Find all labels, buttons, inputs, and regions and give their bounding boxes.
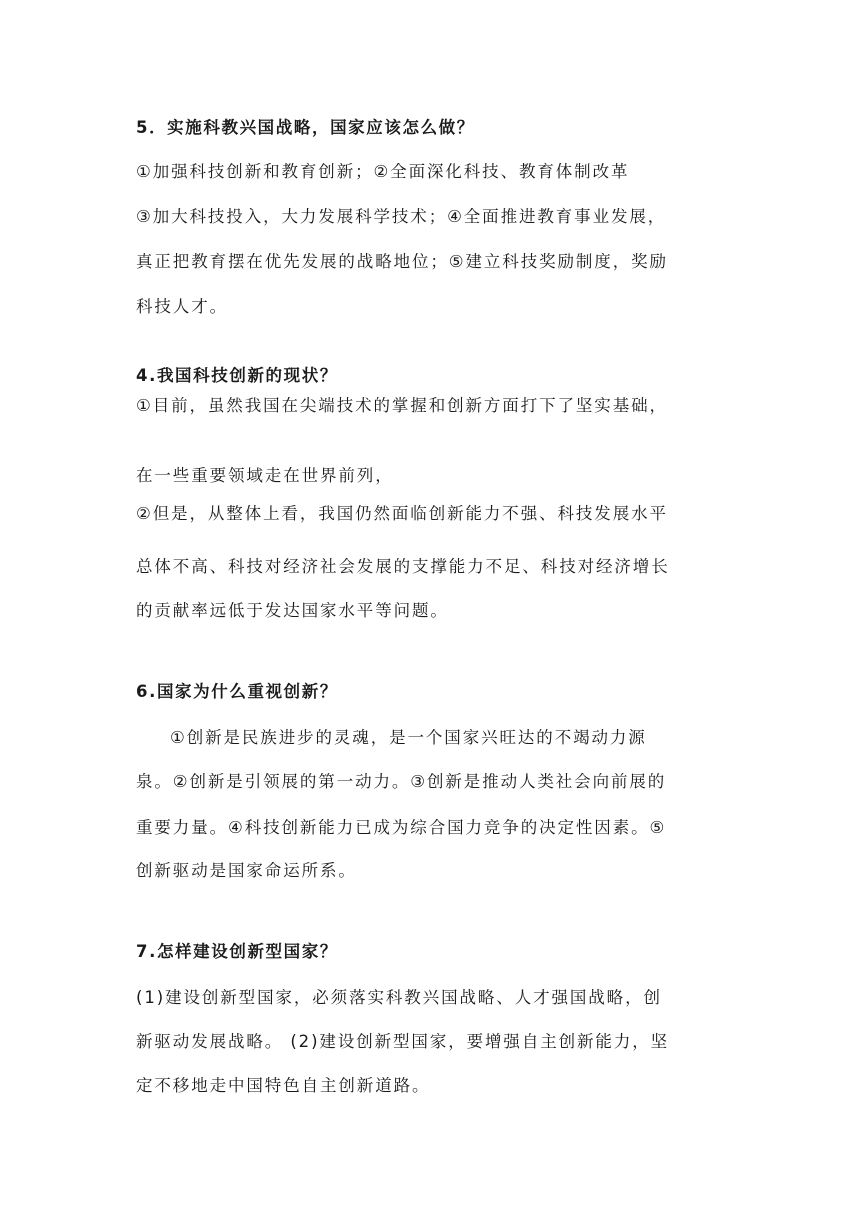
paragraph-line: 的贡献率远低于发达国家水平等问题。 [136, 601, 449, 620]
paragraph-line: ①目前，虽然我国在尖端技术的掌握和创新方面打下了坚实基础， [136, 396, 668, 415]
paragraph-line: 创新驱动是国家命运所系。 [136, 861, 357, 880]
section-heading: 7.怎样建设创新型国家？ [136, 942, 338, 961]
paragraph-line: 科技人才。 [136, 297, 228, 316]
paragraph-line: 在一些重要领域走在世界前列， [136, 466, 394, 485]
paragraph-line: 重要力量。④科技创新能力已成为综合国力竞争的决定性因素。⑤ [136, 818, 667, 837]
paragraph-line: ①创新是民族进步的灵魂，是一个国家兴旺达的不竭动力源 [170, 728, 647, 747]
section-heading: 4.我国科技创新的现状？ [136, 366, 338, 385]
section-4-innovation-status [136, 365, 726, 625]
paragraph-line: 新驱动发展战略。 (2)建设创新型国家，要增强自主创新能力，坚 [136, 1032, 670, 1051]
paragraph-line: ②但是，从整体上看，我国仍然面临创新能力不强、科技发展水平 [136, 504, 668, 523]
paragraph-line: 定不移地走中国特色自主创新道路。 [136, 1076, 431, 1095]
paragraph-line: 泉。②创新是引领展的第一动力。③创新是推动人类社会向前展的 [136, 772, 667, 791]
paragraph-line: 真正把教育摆在优先发展的战略地位；⑤建立科技奖励制度，奖励 [136, 252, 668, 271]
section-7-build-innovative-nation [136, 941, 726, 1101]
paragraph-line: ③加大科技投入，大力发展科学技术；④全面推进教育事业发展， [136, 207, 667, 226]
section-5-science-education-strategy [136, 117, 726, 327]
paragraph-line: 总体不高、科技对经济社会发展的支撑能力不足、科技对经济增长 [136, 557, 670, 576]
section-6-why-value-innovation [136, 681, 726, 881]
paragraph-line: ①加强科技创新和教育创新；②全面深化科技、教育体制改革 [136, 162, 630, 181]
section-heading: 5．实施科教兴国战略，国家应该怎么做？ [136, 118, 475, 137]
section-heading: 6.国家为什么重视创新？ [136, 682, 338, 701]
paragraph-line: (1)建设创新型国家，必须落实科教兴国战略、人才强国战略，创 [136, 988, 662, 1007]
